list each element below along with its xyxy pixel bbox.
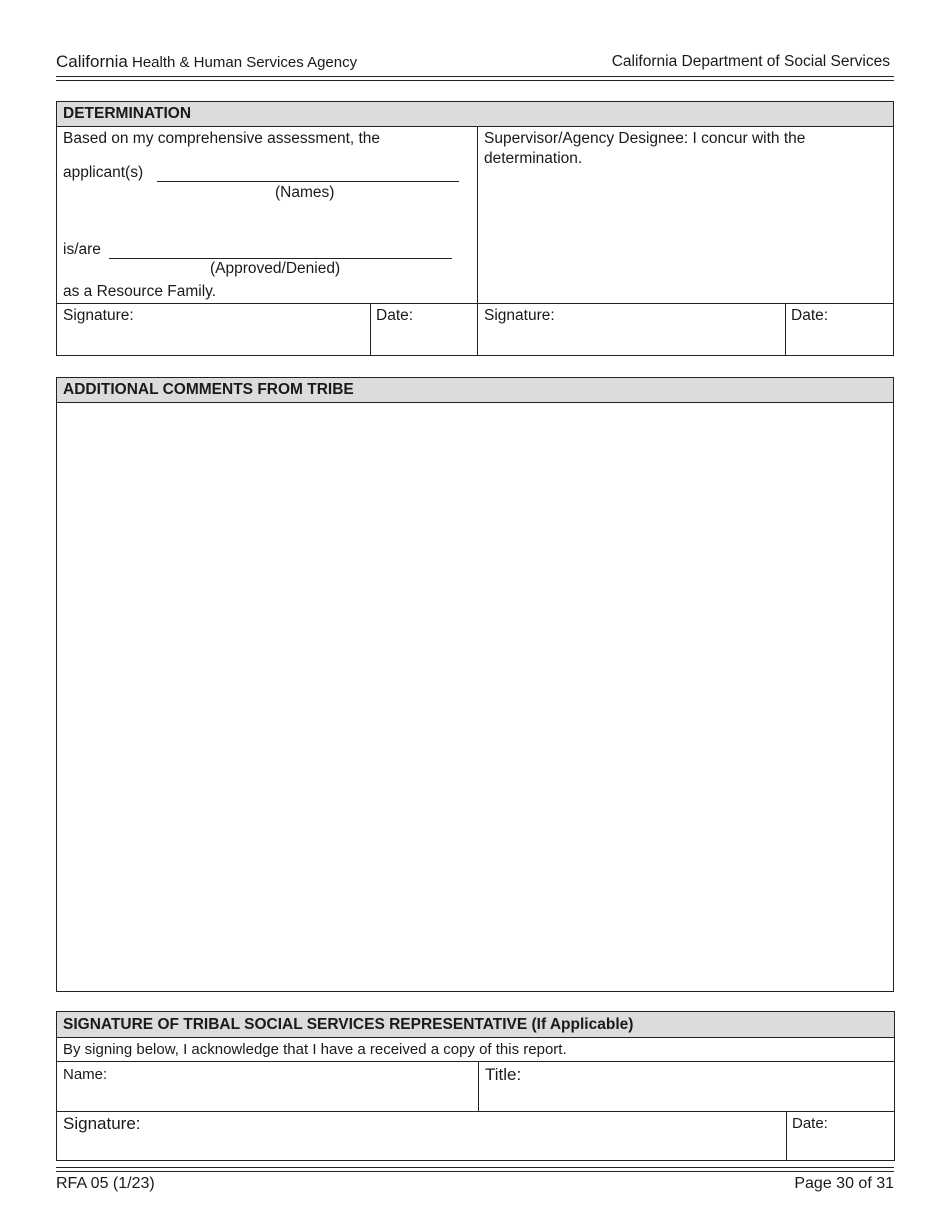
determination-date-divider-left [370, 303, 371, 355]
agency-state: California [56, 52, 128, 71]
determination-title: DETERMINATION [57, 102, 893, 127]
comments-title: ADDITIONAL COMMENTS FROM TRIBE [57, 378, 893, 403]
assessor-date-field[interactable]: Date: [376, 307, 414, 324]
determination-section [56, 101, 894, 356]
comments-text-area[interactable] [57, 403, 893, 991]
determination-date-divider-right [785, 303, 786, 355]
tribal-date-field[interactable]: Date: [792, 1115, 828, 1132]
assessor-signature-field[interactable]: Signature: [63, 307, 134, 324]
assessment-statement: Based on my comprehensive assessment, the [63, 130, 381, 147]
agency-name [56, 52, 357, 72]
supervisor-signature-field[interactable]: Signature: [484, 307, 555, 324]
supervisor-concur-line2: determination. [484, 150, 583, 167]
applicants-names-field[interactable] [157, 181, 459, 182]
supervisor-concur-line1: Supervisor/Agency Designee: I concur with the [484, 130, 806, 147]
form-id: RFA 05 (1/23) [56, 1175, 155, 1192]
resource-family-text: as a Resource Family. [63, 283, 217, 300]
comments-section [56, 377, 894, 992]
approved-denied-caption: (Approved/Denied) [210, 260, 341, 277]
footer-rule-bottom [56, 1171, 894, 1172]
department-name: California Department of Social Services [611, 53, 890, 70]
page-number: Page 30 of 31 [794, 1175, 894, 1192]
acknowledgement-text: By signing below, I acknowledge that I have a received a copy of this report. [63, 1041, 567, 1058]
name-title-divider [478, 1061, 479, 1111]
tribal-signature-section [56, 1011, 895, 1161]
applicants-label: applicant(s) [63, 164, 144, 181]
signature-date-divider [786, 1111, 787, 1160]
acknowledgement-rule [57, 1061, 894, 1062]
approved-denied-field[interactable] [109, 258, 452, 259]
name-row-rule [57, 1111, 894, 1112]
tribal-name-field[interactable]: Name: [63, 1066, 108, 1083]
header-rule-top [56, 76, 894, 77]
footer-rule-top [56, 1167, 894, 1168]
isare-label: is/are [63, 241, 101, 258]
determination-divider [477, 127, 478, 355]
header-rule-bottom [56, 80, 894, 81]
tribal-title: SIGNATURE OF TRIBAL SOCIAL SERVICES REPRESENTATIVE (If Applicable) [57, 1012, 894, 1038]
determination-signature-rule [57, 303, 893, 304]
tribal-signature-field[interactable]: Signature: [63, 1114, 141, 1133]
tribal-title-field[interactable]: Title: [485, 1065, 522, 1084]
agency-rest: Health & Human Services Agency [131, 54, 358, 71]
names-caption: (Names) [275, 184, 335, 201]
supervisor-date-field[interactable]: Date: [791, 307, 829, 324]
